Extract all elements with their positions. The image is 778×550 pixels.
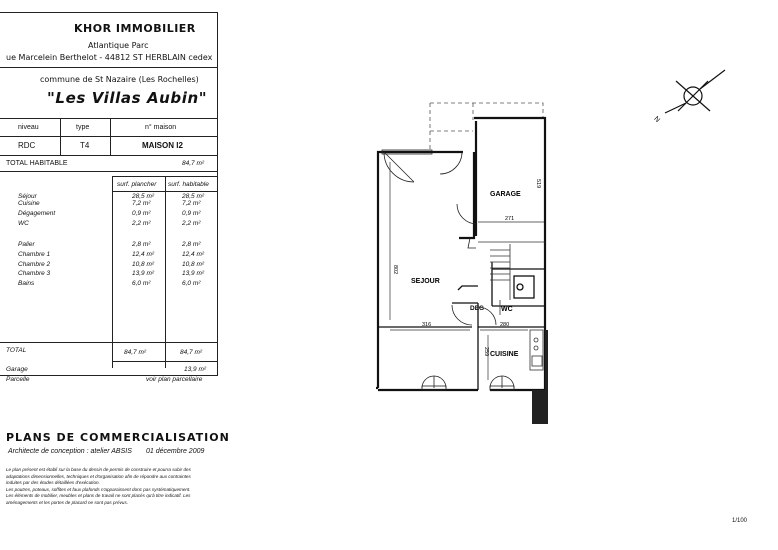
value-niveau: RDC [18, 141, 36, 150]
dim-cuisine-width: 280 [500, 322, 510, 328]
room-name: WC [18, 220, 29, 227]
project-name: "Les Villas Aubin" [47, 89, 208, 107]
room-habitable: 2,8 m² [182, 241, 201, 248]
room-name: Chambre 2 [18, 261, 51, 268]
garage-label: Garage [6, 366, 28, 373]
room-habitable: 0,9 m² [182, 210, 201, 217]
room-label-cuisine: CUISINE [490, 351, 519, 358]
north-label: N [652, 115, 661, 124]
col-header-plancher: surf. plancher [117, 181, 157, 188]
garage-value: 13,9 m² [184, 366, 207, 373]
note-line: aménagements et les portes de placard ne sont pas prévus. [6, 499, 129, 505]
dimension-lines [390, 162, 544, 380]
room-name: Chambre 1 [18, 251, 51, 258]
note-line: Le plan présent est établi sur la base du dessin de permis de construire et pourra subir des [6, 467, 191, 472]
note-line: induites par des études détaillées d'exécution. [6, 480, 100, 486]
room-habitable: 2,2 m² [182, 220, 201, 227]
compass-icon [665, 70, 725, 113]
room-habitable: 10,8 m² [182, 261, 205, 268]
wall-strip [545, 330, 548, 424]
room-plancher: 10,8 m² [132, 261, 155, 268]
note-line: adaptations dimensionnelles, techniques et d'organisation afin de répondre aux contraintes [6, 473, 191, 479]
room-plancher: 13,9 m² [132, 270, 155, 277]
plans-title: PLANS DE COMMERCIALISATION [6, 431, 230, 444]
note-line: Les éléments de mobilier, meubles et plans de travail ne sont placés qu'à titre indicatif. Les [6, 493, 191, 499]
room-label-wc: WC [501, 306, 513, 313]
room-habitable: 12,4 m² [182, 251, 205, 258]
header-maison: n° maison [145, 124, 177, 131]
dim-sejour-width: 316 [422, 322, 432, 328]
total-habitable-label: TOTAL HABITABLE [6, 160, 68, 167]
note-line: Les poutres, poteaux, soffites et faux plafonds n'apparaissent donc pas systématiquement. [6, 486, 191, 492]
scale-label: 1/100 [732, 518, 748, 524]
room-plancher: 6,0 m² [132, 280, 151, 287]
room-label-sejour: SEJOUR [411, 278, 440, 285]
dim-cuisine-depth: 259 [483, 347, 489, 357]
company-address-line2: ue Marcelein Berthelot - 44812 ST HERBLAIN cedex [6, 53, 213, 62]
architect: Architecte de conception : atelier ABSIS [8, 448, 132, 455]
room-habitable: 6,0 m² [182, 280, 201, 287]
value-maison: MAISON I2 [142, 141, 183, 150]
company-address-line1: Atlantique Parc [88, 41, 149, 50]
plan-date: 01 décembre 2009 [146, 448, 205, 455]
room-name: Bains [18, 280, 35, 287]
room-name: Cuisine [18, 200, 40, 207]
stairs [478, 242, 545, 315]
room-habitable: 28,5 m² [182, 193, 205, 200]
header-type: type [76, 124, 90, 131]
room-label-garage: GARAGE [490, 191, 521, 198]
parcelle-label: Parcelle [6, 376, 30, 383]
dim-garage-width: 271 [505, 216, 515, 222]
total-habitable: 84,7 m² [180, 349, 203, 356]
kitchen-counter [530, 330, 543, 370]
room-plancher: 2,2 m² [132, 220, 151, 227]
upper-floor-outline [430, 103, 543, 152]
dim-garage-depth: 519 [535, 179, 541, 189]
room-plancher: 12,4 m² [132, 251, 155, 258]
total-plancher: 84,7 m² [124, 349, 147, 356]
dim-sejour-depth: 802 [392, 265, 398, 275]
room-label-deg: DEG [470, 305, 485, 312]
total-label: TOTAL [6, 347, 27, 354]
walls [376, 118, 545, 390]
partitions [378, 262, 545, 390]
room-plancher: 2,8 m² [132, 241, 151, 248]
company-name: KHOR IMMOBILIER [74, 22, 196, 35]
wall-strip [532, 390, 545, 424]
commune: commune de St Nazaire (Les Rochelles) [40, 75, 199, 84]
room-name: Palier [18, 241, 35, 248]
room-name: Séjour [18, 193, 37, 200]
room-name: Chambre 3 [18, 270, 51, 277]
header-niveau: niveau [18, 124, 39, 131]
value-type: T4 [80, 141, 90, 150]
total-habitable-value: 84,7 m² [182, 160, 205, 167]
room-plancher: 28,5 m² [132, 193, 155, 200]
room-plancher: 0,9 m² [132, 210, 151, 217]
parcelle-value: voir plan parcellaire [146, 376, 203, 383]
col-header-habitable: surf. habitable [168, 181, 209, 188]
room-habitable: 13,9 m² [182, 270, 205, 277]
room-habitable: 7,2 m² [182, 200, 201, 207]
room-name: Dégagement [18, 210, 56, 217]
room-plancher: 7,2 m² [132, 200, 151, 207]
